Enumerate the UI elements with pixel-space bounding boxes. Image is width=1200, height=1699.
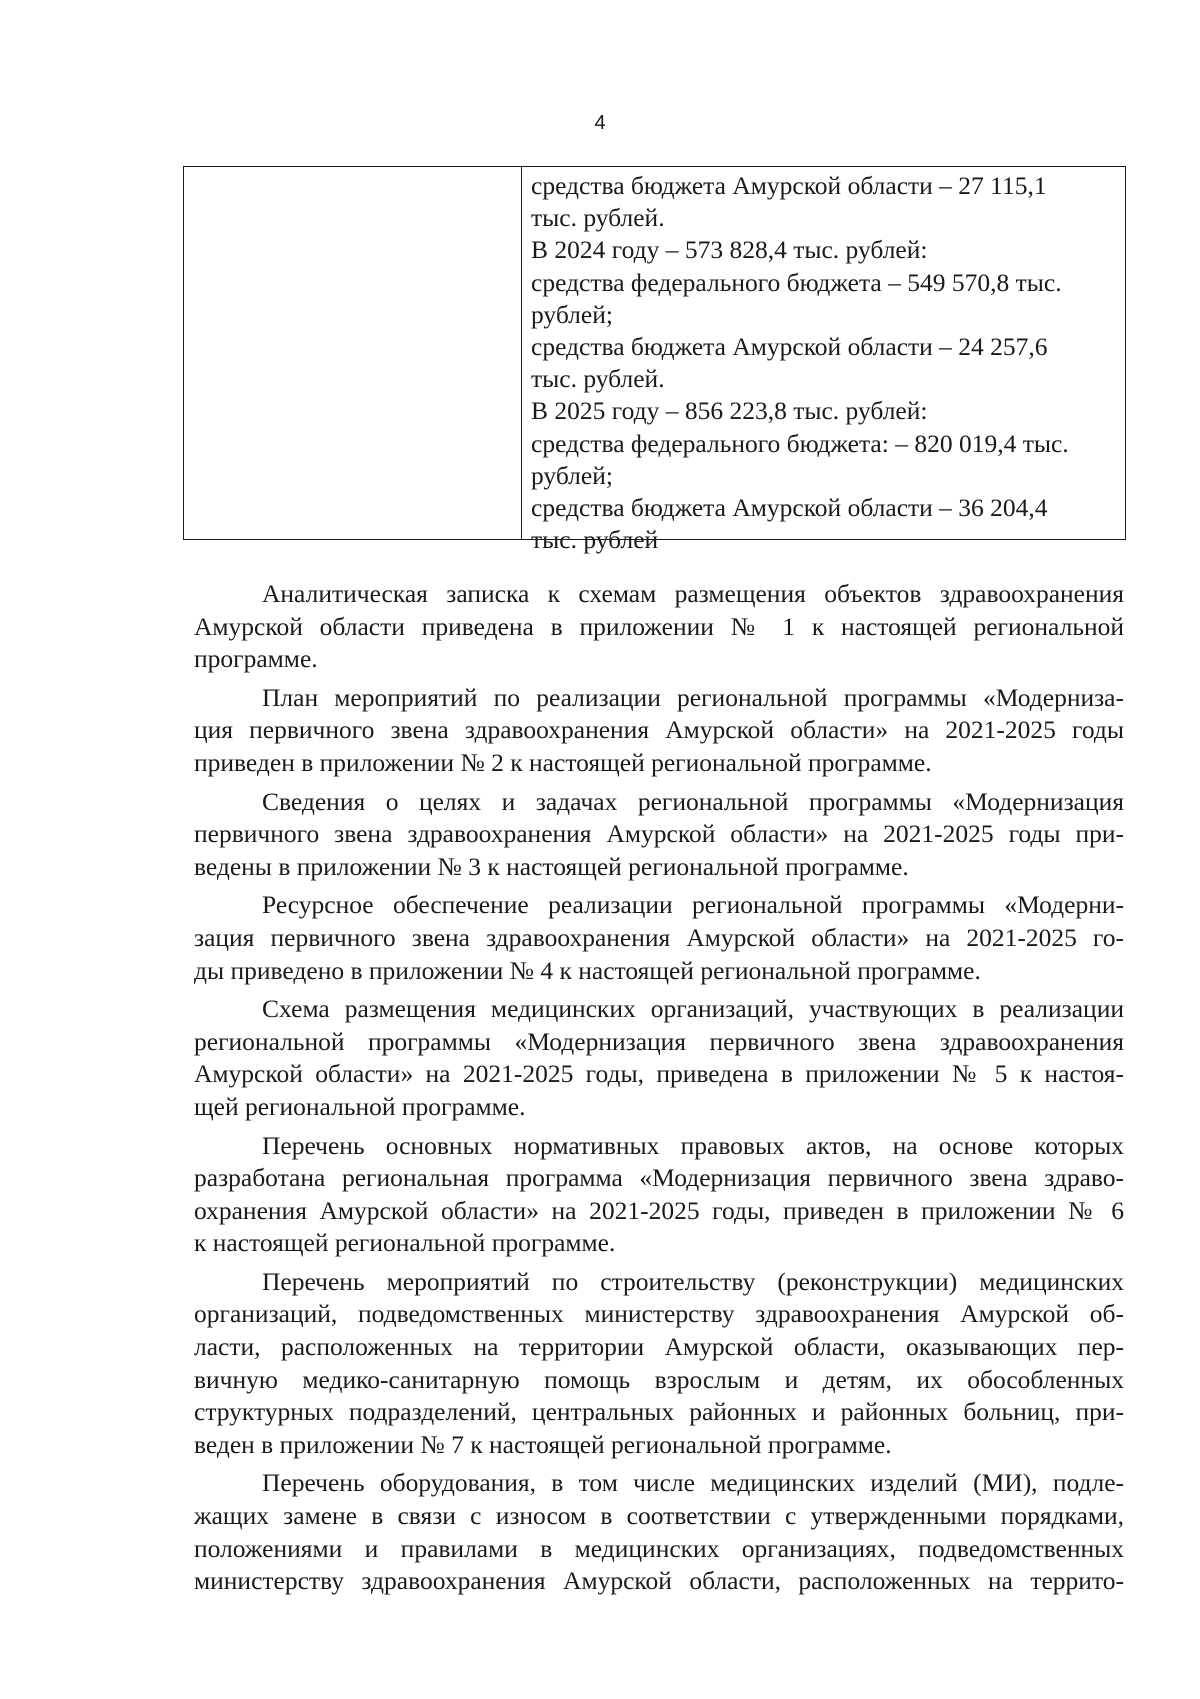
paragraph-analytical-note — [194, 578, 1124, 676]
paragraph-line: щей региональной программе. — [194, 1091, 526, 1121]
funding-line: рублей; — [531, 460, 613, 490]
paragraph-legal-acts — [194, 1130, 1124, 1260]
table-right-cell — [522, 167, 1125, 555]
funding-line: тыс. рублей. — [531, 203, 665, 233]
funding-line: рублей; — [531, 299, 613, 329]
paragraph-equipment — [194, 1467, 1124, 1597]
paragraph-line: План мероприятий по реализации региональной программы «Модерниза- — [262, 682, 1124, 712]
funding-line: тыс. рублей. — [531, 364, 665, 394]
funding-line: средства бюджета Амурской области – 27 115,1 — [531, 171, 1047, 200]
body-text — [194, 578, 1124, 1604]
paragraph-line: к настоящей региональной программе. — [194, 1228, 616, 1258]
paragraph-line: ласти, расположенных на территории Амурской области, оказывающих пер- — [194, 1332, 1124, 1362]
paragraph-goals — [194, 786, 1124, 884]
paragraph-line: ды приведено в приложении № 4 к настоящей региональной программе. — [194, 955, 981, 985]
funding-line: тыс. рублей — [531, 525, 659, 555]
paragraph-line: первичного звена здравоохранения Амурской области» на 2021-2025 годы при- — [194, 819, 1124, 849]
paragraph-line: министерству здравоохранения Амурской области, расположенных на террито- — [194, 1566, 1124, 1596]
paragraph-line: охранения Амурской области» на 2021-2025 годы, приведен в приложении № 6 — [194, 1195, 1124, 1225]
paragraph-line: структурных подразделений, центральных районных и районных больниц, при- — [194, 1397, 1124, 1427]
paragraph-line: Перечень оборудования, в том числе медицинских изделий (МИ), подле- — [262, 1468, 1124, 1498]
paragraph-construction — [194, 1266, 1124, 1462]
paragraph-line: разработана региональная программа «Модернизация первичного звена здраво- — [194, 1163, 1124, 1193]
paragraph-line: зация первичного звена здравоохранения Амурской области» на 2021-2025 го- — [194, 922, 1124, 952]
table-left-cell — [184, 167, 522, 539]
paragraph-line: положениями и правилами в медицинских организациях, подведомственных — [194, 1533, 1124, 1563]
funding-line: В 2025 году – 856 223,8 тыс. рублей: — [531, 396, 928, 426]
paragraph-resources — [194, 889, 1124, 987]
paragraph-line: Аналитическая записка к схемам размещения объектов здравоохранения — [262, 579, 1124, 608]
funding-line: В 2024 году – 573 828,4 тыс. рублей: — [531, 235, 928, 265]
paragraph-line: региональной программы «Модернизация первичного звена здравоохранения — [194, 1026, 1124, 1056]
paragraph-line: программе. — [194, 644, 318, 674]
paragraph-line: приведен в приложении № 2 к настоящей региональной программе. — [194, 747, 932, 777]
paragraph-line: Ресурсное обеспечение реализации региональной программы «Модерни- — [262, 890, 1124, 920]
paragraph-line: Перечень мероприятий по строительству (реконструкции) медицинских — [262, 1266, 1124, 1296]
funding-line: средства федерального бюджета: – 820 019,4 тыс. — [531, 428, 1069, 458]
paragraph-placement-scheme — [194, 993, 1124, 1123]
paragraph-line: Перечень основных нормативных правовых актов, на основе которых — [262, 1130, 1124, 1160]
paragraph-line: жащих замене в связи с износом в соответствии с утвержденными порядками, — [194, 1501, 1124, 1531]
paragraph-line: Амурской области» на 2021-2025 годы, приведена в приложении № 5 к настоя- — [194, 1059, 1124, 1089]
funding-line: средства федерального бюджета – 549 570,8 тыс. — [531, 267, 1062, 297]
paragraph-line: вичную медико-санитарную помощь взрослым и детям, их обособленных — [194, 1364, 1124, 1394]
paragraph-line: организаций, подведомственных министерству здравоохранения Амурской об- — [194, 1299, 1124, 1329]
paragraph-action-plan — [194, 682, 1124, 780]
funding-line: средства бюджета Амурской области – 36 204,4 — [531, 493, 1048, 523]
paragraph-line: Амурской области приведена в приложении № 1 к настоящей региональной — [194, 611, 1124, 641]
funding-line: средства бюджета Амурской области – 24 257,6 — [531, 332, 1048, 362]
page-number: 4 — [594, 112, 606, 134]
paragraph-line: Сведения о целях и задачах региональной программы «Модернизация — [262, 786, 1124, 816]
paragraph-line: Схема размещения медицинских организаций, участвующих в реализации — [262, 994, 1124, 1024]
paragraph-line: ция первичного звена здравоохранения Амурской области» на 2021-2025 годы — [194, 715, 1124, 745]
paragraph-line: ведены в приложении № 3 к настоящей региональной программе. — [194, 851, 909, 881]
funding-table — [183, 166, 1126, 555]
paragraph-line: веден в приложении № 7 к настоящей региональной программе. — [194, 1429, 892, 1459]
